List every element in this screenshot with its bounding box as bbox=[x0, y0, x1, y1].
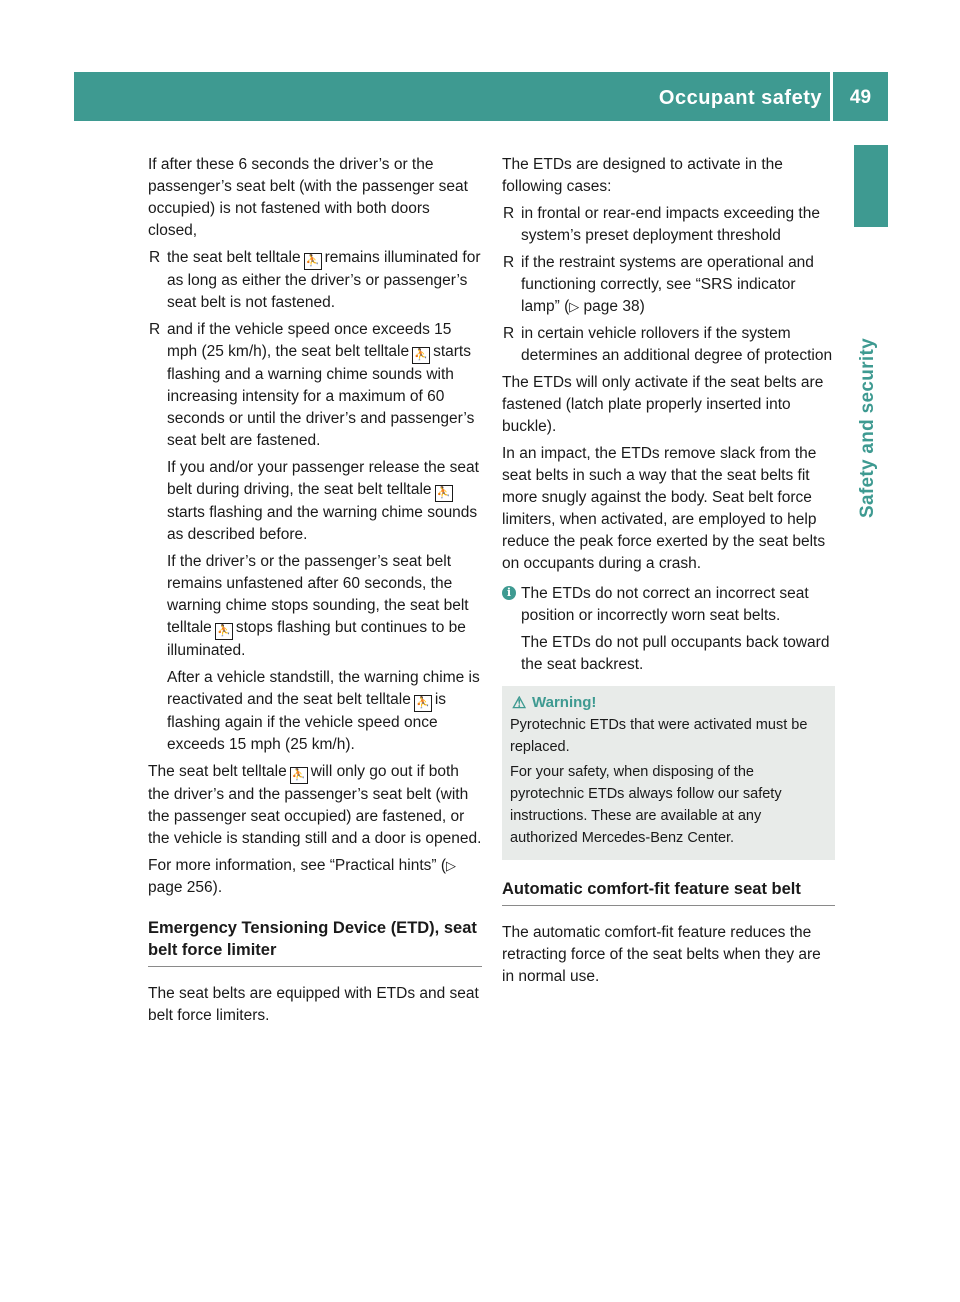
info-icon: i bbox=[502, 586, 516, 600]
seat-belt-telltale-icon: ⛹ bbox=[435, 485, 453, 502]
bullet-icon: R bbox=[503, 325, 515, 342]
warning-title: ⚠ Warning! bbox=[510, 692, 827, 714]
seat-belt-telltale-icon: ⛹ bbox=[304, 253, 322, 270]
paragraph: If the driver’s or the passenger’s seat belt remains unfastened after 60 seconds, the warning chime stops sounding, the seat belt telltale ⛹ stops flashing but continues to be illuminated. bbox=[167, 553, 469, 659]
paragraph: In an impact, the ETDs remove slack from the seat belts in such a way that the seat belts fit more snugly against the body. Seat belt force limiters, when activated, are employed to help reduce the peak force exerted by the seat belts on occupants during a crash. bbox=[502, 445, 826, 572]
list-item: R if the restraint systems are operational and functioning correctly, see “SRS indicator lamp” (▷ page 38) bbox=[503, 254, 814, 315]
warning-icon: ⚠ bbox=[512, 695, 527, 712]
warning-box bbox=[502, 686, 835, 860]
left-column bbox=[148, 154, 482, 1032]
seat-belt-telltale-icon: ⛹ bbox=[290, 767, 308, 784]
paragraph: The seat belts are equipped with ETDs and seat belt force limiters. bbox=[148, 985, 479, 1024]
list-item: R and if the vehicle speed once exceeds 15 mph (25 km/h), the seat belt telltale ⛹ starts flashing and a warning chime sounds with increasing intensity for a maximum of 60 seconds or until the driver’s and passenger’s seat belt are fastened. bbox=[149, 321, 475, 449]
paragraph: The automatic comfort-fit feature reduces the retracting force of the seat belts when they are in normal use. bbox=[502, 924, 821, 985]
section-title: Occupant safety bbox=[658, 87, 822, 109]
warning-text: Pyrotechnic ETDs that were activated must be replaced. bbox=[510, 717, 808, 755]
paragraph: If after these 6 seconds the driver’s or the passenger’s seat belt (with the passenger seat occupied) is not fastened with both doors closed, bbox=[148, 156, 468, 239]
bullet-icon: R bbox=[149, 321, 161, 338]
seat-belt-telltale-icon: ⛹ bbox=[414, 695, 432, 712]
info-note: i The ETDs do not correct an incorrect seat position or incorrectly worn seat belts. The ETDs do not pull occupants back toward the seat backrest. bbox=[502, 583, 835, 676]
list-item: R the seat belt telltale ⛹ remains illuminated for as long as either the driver’s or passenger’s seat belt is not fastened. bbox=[149, 249, 481, 311]
list-item: R in certain vehicle rollovers if the system determines an additional degree of protection bbox=[503, 325, 833, 364]
paragraph: The seat belt telltale ⛹ will only go out if both the driver’s and the passenger’s seat belt (with the passenger seat occupied) are fastened, or the vehicle is standing still and a door is opened. bbox=[148, 763, 482, 847]
right-column bbox=[502, 154, 835, 993]
bullet-icon: R bbox=[503, 254, 515, 271]
paragraph: After a vehicle standstill, the warning chime is reactivated and the seat belt telltale ⛹ is flashing again if the vehicle speed once exceeds 15 mph (25 km/h). bbox=[167, 669, 480, 753]
bullet-icon: R bbox=[149, 249, 161, 266]
list-item: R in frontal or rear-end impacts exceeding the system’s preset deployment threshold bbox=[503, 205, 820, 244]
bullet-icon: R bbox=[503, 205, 515, 222]
chapter-tab bbox=[854, 145, 888, 227]
seat-belt-telltale-icon: ⛹ bbox=[412, 347, 430, 364]
paragraph: For more information, see “Practical hints” (▷ page 256). bbox=[148, 857, 457, 896]
page-ref-link[interactable]: page 256 bbox=[148, 879, 213, 896]
page-ref-arrow-icon: ▷ bbox=[446, 858, 457, 873]
page-number: 49 bbox=[833, 72, 888, 121]
chapter-label: Safety and security bbox=[857, 338, 878, 518]
warning-text: For your safety, when disposing of the pyrotechnic ETDs always follow our safety instructions. These are available at any authorized Mercedes-Benz Center. bbox=[510, 764, 782, 846]
seat-belt-telltale-icon: ⛹ bbox=[215, 623, 233, 640]
paragraph: The ETDs will only activate if the seat belts are fastened (latch plate properly inserted into buckle). bbox=[502, 374, 824, 435]
page-ref-link[interactable]: page 38 bbox=[583, 298, 640, 315]
section-heading: Emergency Tensioning Device (ETD), seat belt force limiter bbox=[148, 917, 482, 967]
paragraph: The ETDs are designed to activate in the following cases: bbox=[502, 156, 783, 195]
section-heading: Automatic comfort-fit feature seat belt bbox=[502, 878, 835, 906]
page-ref-arrow-icon: ▷ bbox=[569, 299, 580, 314]
paragraph: If you and/or your passenger release the seat belt during driving, the seat belt telltale ⛹starts flashing and the warning chime sounds as described before. bbox=[167, 459, 479, 543]
